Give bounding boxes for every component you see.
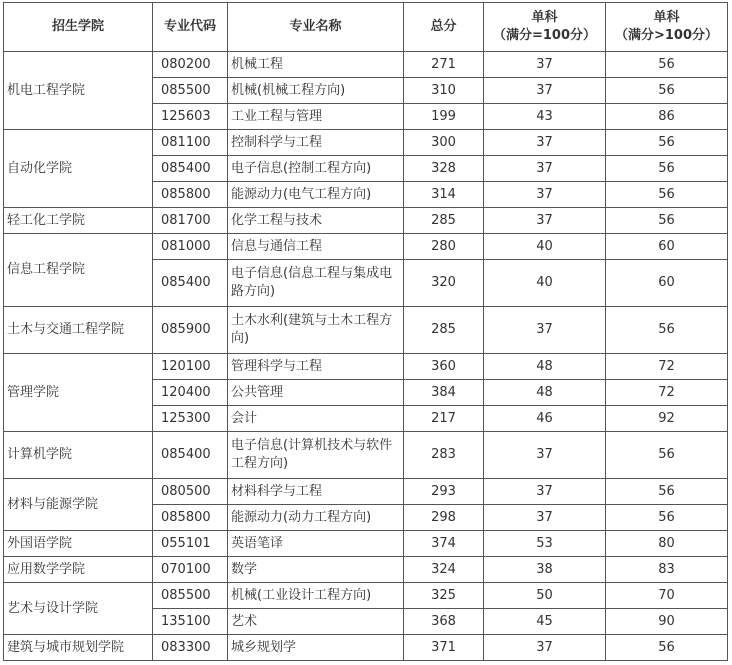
total-score-cell: 374 — [404, 531, 484, 557]
single-100-cell: 37 — [484, 208, 606, 234]
total-score-cell: 360 — [404, 354, 484, 380]
single-100-cell: 48 — [484, 354, 606, 380]
single-over-100-cell: 72 — [606, 380, 728, 406]
single-over-100-cell: 56 — [606, 182, 728, 208]
code-cell: 125603 — [153, 104, 228, 130]
header-single-over-100 — [606, 3, 728, 52]
table-row — [4, 479, 728, 505]
single-100-cell: 43 — [484, 104, 606, 130]
total-score-cell: 368 — [404, 609, 484, 635]
table-row — [4, 557, 728, 583]
major-name-cell: 艺术 — [228, 609, 404, 635]
single-100-cell: 37 — [484, 78, 606, 104]
single-100-cell: 45 — [484, 609, 606, 635]
header-single-over-100-line1: 单科 — [653, 10, 680, 25]
major-name-cell: 英语笔译 — [228, 531, 404, 557]
code-cell: 120400 — [153, 380, 228, 406]
major-name-cell: 城乡规划学 — [228, 635, 404, 661]
table-header-row — [4, 3, 728, 52]
single-over-100-cell: 56 — [606, 432, 728, 479]
code-cell: 085800 — [153, 505, 228, 531]
single-100-cell: 37 — [484, 432, 606, 479]
single-100-cell: 37 — [484, 156, 606, 182]
major-name-cell: 工业工程与管理 — [228, 104, 404, 130]
single-over-100-cell: 60 — [606, 260, 728, 307]
major-name-cell: 土木水利(建筑与土木工程方向) — [228, 307, 404, 354]
single-over-100-cell: 56 — [606, 130, 728, 156]
single-over-100-cell: 56 — [606, 156, 728, 182]
table-row — [4, 208, 728, 234]
single-100-cell: 38 — [484, 557, 606, 583]
total-score-cell: 324 — [404, 557, 484, 583]
table-row — [4, 531, 728, 557]
header-total: 总分 — [404, 3, 484, 52]
code-cell: 125300 — [153, 406, 228, 432]
major-name-cell: 电子信息(控制工程方向) — [228, 156, 404, 182]
major-name-cell: 机械工程 — [228, 52, 404, 78]
code-cell: 070100 — [153, 557, 228, 583]
total-score-cell: 217 — [404, 406, 484, 432]
college-cell: 外国语学院 — [4, 531, 153, 557]
total-score-cell: 314 — [404, 182, 484, 208]
header-single-100-line1: 单科 — [531, 10, 558, 25]
code-cell: 135100 — [153, 609, 228, 635]
table-row — [4, 307, 728, 354]
total-score-cell: 325 — [404, 583, 484, 609]
table-row — [4, 583, 728, 609]
single-100-cell: 37 — [484, 479, 606, 505]
admission-score-table — [3, 2, 728, 661]
header-college: 招生学院 — [4, 3, 153, 52]
total-score-cell: 298 — [404, 505, 484, 531]
major-name-cell: 能源动力(动力工程方向) — [228, 505, 404, 531]
code-cell: 083300 — [153, 635, 228, 661]
single-over-100-cell: 92 — [606, 406, 728, 432]
college-cell: 管理学院 — [4, 354, 153, 432]
code-cell: 120100 — [153, 354, 228, 380]
total-score-cell: 320 — [404, 260, 484, 307]
total-score-cell: 293 — [404, 479, 484, 505]
college-cell: 土木与交通工程学院 — [4, 307, 153, 354]
code-cell: 085400 — [153, 260, 228, 307]
header-single-100-line2: （满分=100分） — [492, 28, 597, 43]
single-over-100-cell: 70 — [606, 583, 728, 609]
single-over-100-cell: 56 — [606, 78, 728, 104]
code-cell: 081000 — [153, 234, 228, 260]
code-cell: 080500 — [153, 479, 228, 505]
total-score-cell: 285 — [404, 307, 484, 354]
total-score-cell: 384 — [404, 380, 484, 406]
major-name-cell: 公共管理 — [228, 380, 404, 406]
college-cell: 材料与能源学院 — [4, 479, 153, 531]
major-name-cell: 能源动力(电气工程方向) — [228, 182, 404, 208]
code-cell: 085500 — [153, 583, 228, 609]
code-cell: 085900 — [153, 307, 228, 354]
college-cell: 机电工程学院 — [4, 52, 153, 130]
major-name-cell: 会计 — [228, 406, 404, 432]
college-cell: 建筑与城市规划学院 — [4, 635, 153, 661]
table-row — [4, 130, 728, 156]
code-cell: 081700 — [153, 208, 228, 234]
total-score-cell: 199 — [404, 104, 484, 130]
single-100-cell: 40 — [484, 260, 606, 307]
single-over-100-cell: 56 — [606, 635, 728, 661]
single-over-100-cell: 56 — [606, 52, 728, 78]
major-name-cell: 信息与通信工程 — [228, 234, 404, 260]
table-row — [4, 635, 728, 661]
single-over-100-cell: 83 — [606, 557, 728, 583]
college-cell: 应用数学学院 — [4, 557, 153, 583]
major-name-cell: 数学 — [228, 557, 404, 583]
table-row — [4, 432, 728, 479]
header-name: 专业名称 — [228, 3, 404, 52]
single-over-100-cell: 80 — [606, 531, 728, 557]
single-over-100-cell: 56 — [606, 505, 728, 531]
single-100-cell: 40 — [484, 234, 606, 260]
single-over-100-cell: 90 — [606, 609, 728, 635]
major-name-cell: 电子信息(信息工程与集成电路方向) — [228, 260, 404, 307]
header-single-100 — [484, 3, 606, 52]
code-cell: 085400 — [153, 432, 228, 479]
major-name-cell: 材料科学与工程 — [228, 479, 404, 505]
single-over-100-cell: 56 — [606, 307, 728, 354]
college-cell: 轻工化工学院 — [4, 208, 153, 234]
single-100-cell: 37 — [484, 307, 606, 354]
college-cell: 信息工程学院 — [4, 234, 153, 307]
major-name-cell: 化学工程与技术 — [228, 208, 404, 234]
total-score-cell: 285 — [404, 208, 484, 234]
single-over-100-cell: 56 — [606, 208, 728, 234]
single-100-cell: 37 — [484, 182, 606, 208]
single-100-cell: 37 — [484, 52, 606, 78]
major-name-cell: 管理科学与工程 — [228, 354, 404, 380]
single-100-cell: 37 — [484, 130, 606, 156]
college-cell: 计算机学院 — [4, 432, 153, 479]
code-cell: 055101 — [153, 531, 228, 557]
major-name-cell: 电子信息(计算机技术与软件工程方向) — [228, 432, 404, 479]
total-score-cell: 310 — [404, 78, 484, 104]
total-score-cell: 280 — [404, 234, 484, 260]
table-row — [4, 234, 728, 260]
college-cell: 自动化学院 — [4, 130, 153, 208]
single-over-100-cell: 60 — [606, 234, 728, 260]
table-row — [4, 52, 728, 78]
single-100-cell: 50 — [484, 583, 606, 609]
college-cell: 艺术与设计学院 — [4, 583, 153, 635]
major-name-cell: 机械(机械工程方向) — [228, 78, 404, 104]
header-code: 专业代码 — [153, 3, 228, 52]
total-score-cell: 371 — [404, 635, 484, 661]
table-body — [4, 52, 728, 661]
single-100-cell: 46 — [484, 406, 606, 432]
single-over-100-cell: 56 — [606, 479, 728, 505]
single-over-100-cell: 72 — [606, 354, 728, 380]
code-cell: 085500 — [153, 78, 228, 104]
table-row — [4, 354, 728, 380]
header-single-over-100-line2: （满分>100分） — [614, 28, 719, 43]
code-cell: 080200 — [153, 52, 228, 78]
code-cell: 081100 — [153, 130, 228, 156]
major-name-cell: 机械(工业设计工程方向) — [228, 583, 404, 609]
total-score-cell: 328 — [404, 156, 484, 182]
single-100-cell: 37 — [484, 635, 606, 661]
code-cell: 085400 — [153, 156, 228, 182]
single-100-cell: 48 — [484, 380, 606, 406]
total-score-cell: 271 — [404, 52, 484, 78]
major-name-cell: 控制科学与工程 — [228, 130, 404, 156]
code-cell: 085800 — [153, 182, 228, 208]
total-score-cell: 283 — [404, 432, 484, 479]
total-score-cell: 300 — [404, 130, 484, 156]
single-100-cell: 53 — [484, 531, 606, 557]
single-100-cell: 37 — [484, 505, 606, 531]
single-over-100-cell: 86 — [606, 104, 728, 130]
